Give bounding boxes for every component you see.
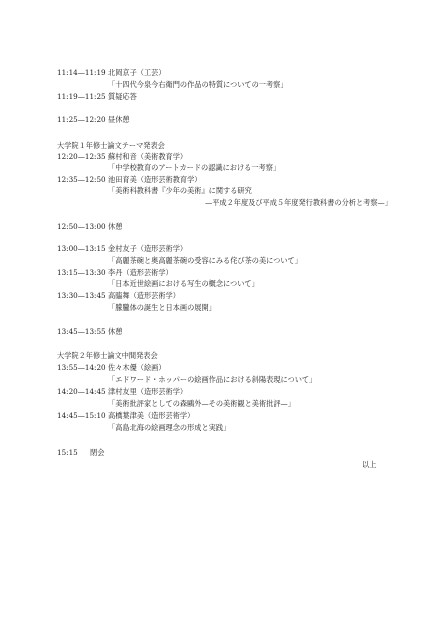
presentation-title: 「高島北海の絵画理念の形成と実践」 (108, 423, 231, 432)
speaker-name: 高橋葉津美（造形芸術学） (108, 411, 195, 420)
time-slot: 13:00—13:15 (57, 244, 106, 253)
presentation-title: 「十四代今泉今右衛門の作品の特質についての一考察」 (108, 80, 288, 89)
presentation-title: 「エドワード・ホッパーの絵画作品における斜陽表現について」 (108, 375, 317, 384)
speaker-name: 高臨舞（造形芸術学） (108, 291, 180, 300)
speaker-name: 北岡京子（工芸） (108, 68, 166, 77)
speaker-name: 佐々木優（絵画） (108, 363, 166, 372)
time-slot: 13:15—13:30 (57, 268, 106, 277)
section-heading: 大学院２年修士論文中間発表会 (57, 351, 158, 360)
session-label: 閉会 (90, 448, 105, 457)
presentation-title: 「朦朧体の誕生と日本画の展開」 (108, 303, 216, 312)
time-slot: 12:35—12:50 (57, 175, 106, 184)
speaker-name: 津村友里（造形芸術学） (108, 387, 188, 396)
time-slot: 11:25—12:20 (57, 115, 106, 124)
session-label: 休憩 (108, 327, 123, 336)
presentation-title: 「美術科教科書『少年の美術』に関する研究 (108, 186, 252, 195)
end-mark: 以上 (362, 460, 377, 469)
session-label: 休憩 (108, 222, 123, 231)
time-slot: 14:45—15:10 (57, 411, 106, 420)
time-slot: 13:30—13:45 (57, 291, 106, 300)
time-slot: 15:15 (57, 448, 78, 457)
speaker-name: 蘇村和音（美術教育学） (108, 152, 188, 161)
time-slot: 14:20—14:45 (57, 387, 106, 396)
presentation-subtitle: —平成２年度及び平成５年度発行教科書の分析と考察—」 (205, 198, 392, 207)
session-label: 昼休憩 (108, 115, 130, 124)
speaker-name: 金村友子（造形芸術学） (108, 244, 188, 253)
time-slot: 11:19—11:25 (57, 92, 106, 101)
time-slot: 12:20—12:35 (57, 152, 106, 161)
speaker-name: 池田育美（造形芸術教育学） (108, 175, 202, 184)
section-heading: 大学院１年修士論文テーマ発表会 (57, 141, 165, 150)
time-slot: 13:55—14:20 (57, 363, 106, 372)
time-slot: 12:50—13:00 (57, 222, 106, 231)
session-label: 質疑応答 (108, 92, 137, 101)
presentation-title: 「高麗茶碗と奥高麗茶碗の受容にみる侘び茶の美について」 (108, 256, 302, 265)
presentation-title: 「中学校教育のアートカードの認識における一考察」 (108, 163, 281, 172)
time-slot: 13:45—13:55 (57, 327, 106, 336)
speaker-name: 李丹（造形芸術学） (108, 268, 173, 277)
presentation-title: 「日本近世絵画における写生の概念について」 (108, 279, 259, 288)
time-slot: 11:14—11:19 (57, 68, 106, 77)
presentation-title: 「美術批評家としての森鷗外—その美術観と美術批評—」 (108, 399, 295, 408)
